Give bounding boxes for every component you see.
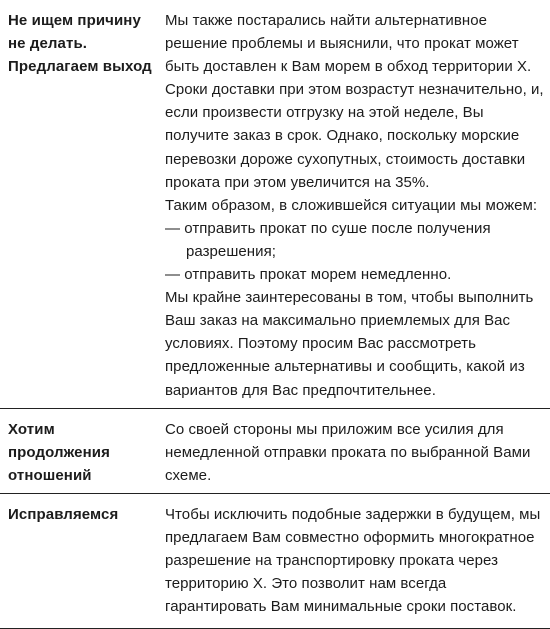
row-heading: Не ищем причину не делать. Предлагаем выход [8,12,152,75]
row-content [160,493,550,628]
paragraph: Мы также постарались найти альтернативное решение проблемы и выяснили, что прокат может быть доставлен к Вам морем в обход территории X. Сроки доставки при этом возрастут незначительно, и, если произвести отгрузку на этой неделе, Вы получите заказ в срок. Однако, поскольку морские перевозки дороже сухопутных, стоимость доставки проката при этом увеличится на 35%. [165,12,544,191]
paragraph: Мы крайне заинтересованы в том, чтобы выполнить Ваш заказ на максимально приемлемых для Вас условиях. Поэтому просим Вас рассмотреть предложенные альтернативы и сообщить, какой из вариантов для Вас предпочтительнее. [165,289,534,399]
paragraph: Со своей стороны мы приложим все усилия для немедленной отправки проката по выбранной Вами схеме. [165,420,531,484]
table-row [0,408,550,493]
paragraph: Чтобы исключить подобные задержки в будущем, мы предлагаем Вам совместно оформить многократное разрешение на транспортировку проката через территорию X. Это позволит нам всегда гарантировать Вам минимальные сроки поставок. [165,505,541,616]
row-content [160,0,550,408]
list-item: — отправить прокат по суше после получения разрешения; [165,219,491,260]
row-content [160,408,550,493]
row-heading: Исправляемся [0,493,160,628]
row-heading: Хотим продолжения отношений [0,408,160,493]
table-row [0,493,550,628]
paragraph: Таким образом, в сложившейся ситуации мы можем: [165,196,538,214]
list-item: — отправить прокат морем немедленно. [165,266,452,284]
